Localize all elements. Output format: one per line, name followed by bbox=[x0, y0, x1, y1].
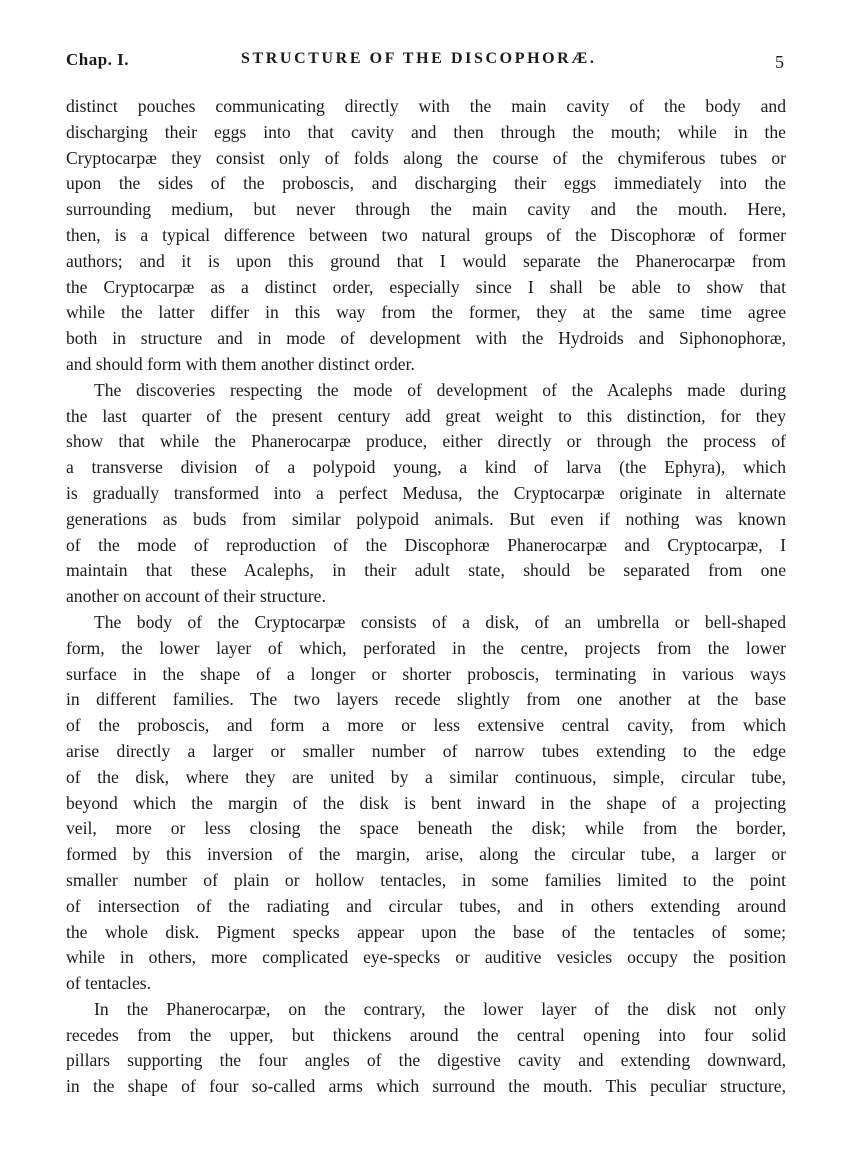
text-line: smaller number of plain or hollow tentacles, in some families limited to the point bbox=[66, 869, 786, 890]
text-line: both in structure and in mode of development with the Hydroids and Siphonophoræ, bbox=[66, 328, 786, 349]
text-line: is gradually transformed into a perfect Medusa, the Cryptocarpæ originate in alternate bbox=[66, 482, 786, 503]
text-line: maintain that these Acalephs, in their adult state, should be separated from one bbox=[66, 560, 786, 581]
paragraph bbox=[66, 997, 786, 1100]
text-line: surface in the shape of a longer or shorter proboscis, terminating in various ways bbox=[66, 663, 786, 684]
text-line: Cryptocarpæ they consist only of folds along the course of the chymiferous tubes or bbox=[66, 147, 786, 168]
text-line: of tentacles. bbox=[66, 973, 151, 994]
text-line: authors; and it is upon this ground that I would separate the Phanerocarpæ from bbox=[66, 250, 786, 271]
text-line: In the Phanerocarpæ, on the contrary, the lower layer of the disk not only bbox=[94, 998, 786, 1019]
page-number: 5 bbox=[775, 52, 784, 72]
text-line: veil, more or less closing the space beneath the disk; while from the border, bbox=[66, 818, 786, 839]
text-line: while in others, more complicated eye-specks or auditive vesicles occupy the position bbox=[66, 947, 786, 968]
text-line: formed by this inversion of the margin, arise, along the circular tube, a larger or bbox=[66, 844, 786, 865]
text-line: of the mode of reproduction of the Discophoræ Phanerocarpæ and Cryptocarpæ, I bbox=[66, 534, 786, 555]
text-line: distinct pouches communicating directly with the main cavity of the body and bbox=[66, 96, 786, 116]
paragraph bbox=[66, 610, 786, 997]
page bbox=[66, 40, 786, 1100]
text-line: discharging their eggs into that cavity and then through the mouth; while in the bbox=[66, 121, 786, 142]
text-line: in different families. The two layers recede slightly from one another at the base bbox=[66, 689, 786, 710]
text-line: while the latter differ in this way from the former, they at the same time agree bbox=[66, 302, 786, 323]
text-line: form, the lower layer of which, perforated in the centre, projects from the lower bbox=[66, 637, 786, 658]
text-line: show that while the Phanerocarpæ produce, either directly or through the process of bbox=[66, 431, 786, 452]
text-line: generations as buds from similar polypoid animals. But even if nothing was known bbox=[66, 508, 786, 529]
text-line: of the disk, where they are united by a similar continuous, simple, circular tube, bbox=[66, 766, 786, 787]
text-line: the Cryptocarpæ as a distinct order, especially since I shall be able to show that bbox=[66, 276, 786, 297]
body-text bbox=[66, 94, 786, 1100]
running-head bbox=[66, 40, 786, 80]
text-line: pillars supporting the four angles of the digestive cavity and extending downward, bbox=[66, 1050, 786, 1071]
text-line: of the proboscis, and form a more or less extensive central cavity, from which bbox=[66, 715, 786, 736]
text-line: another on account of their structure. bbox=[66, 586, 326, 607]
text-line: surrounding medium, but never through the main cavity and the mouth. Here, bbox=[66, 199, 786, 220]
text-line: the whole disk. Pigment specks appear upon the base of the tentacles of some; bbox=[66, 921, 786, 942]
text-line: a transverse division of a polypoid young, a kind of larva (the Ephyra), which bbox=[66, 457, 786, 478]
text-line: The body of the Cryptocarpæ consists of a disk, of an umbrella or bell-shaped bbox=[94, 611, 786, 632]
text-line: and should form with them another distinct order. bbox=[66, 353, 415, 374]
text-line: of intersection of the radiating and circular tubes, and in others extending around bbox=[66, 895, 786, 916]
running-title: STRUCTURE OF THE DISCOPHORÆ. bbox=[241, 50, 597, 67]
text-line: The discoveries respecting the mode of development of the Acalephs made during bbox=[94, 379, 786, 400]
chapter-label: Chap. I. bbox=[66, 50, 130, 69]
paragraph bbox=[66, 378, 786, 610]
text-line: upon the sides of the proboscis, and discharging their eggs immediately into the bbox=[66, 173, 786, 194]
text-line: in the shape of four so-called arms which surround the mouth. This peculiar structure, bbox=[66, 1076, 786, 1097]
text-line: beyond which the margin of the disk is bent inward in the shape of a projecting bbox=[66, 792, 786, 813]
text-line: the last quarter of the present century add great weight to this distinction, for they bbox=[66, 405, 786, 426]
text-line: then, is a typical difference between two natural groups of the Discophoræ of former bbox=[66, 224, 786, 245]
text-line: recedes from the upper, but thickens around the central opening into four solid bbox=[66, 1024, 786, 1045]
paragraph bbox=[66, 94, 786, 378]
text-line: arise directly a larger or smaller number of narrow tubes extending to the edge bbox=[66, 740, 786, 761]
